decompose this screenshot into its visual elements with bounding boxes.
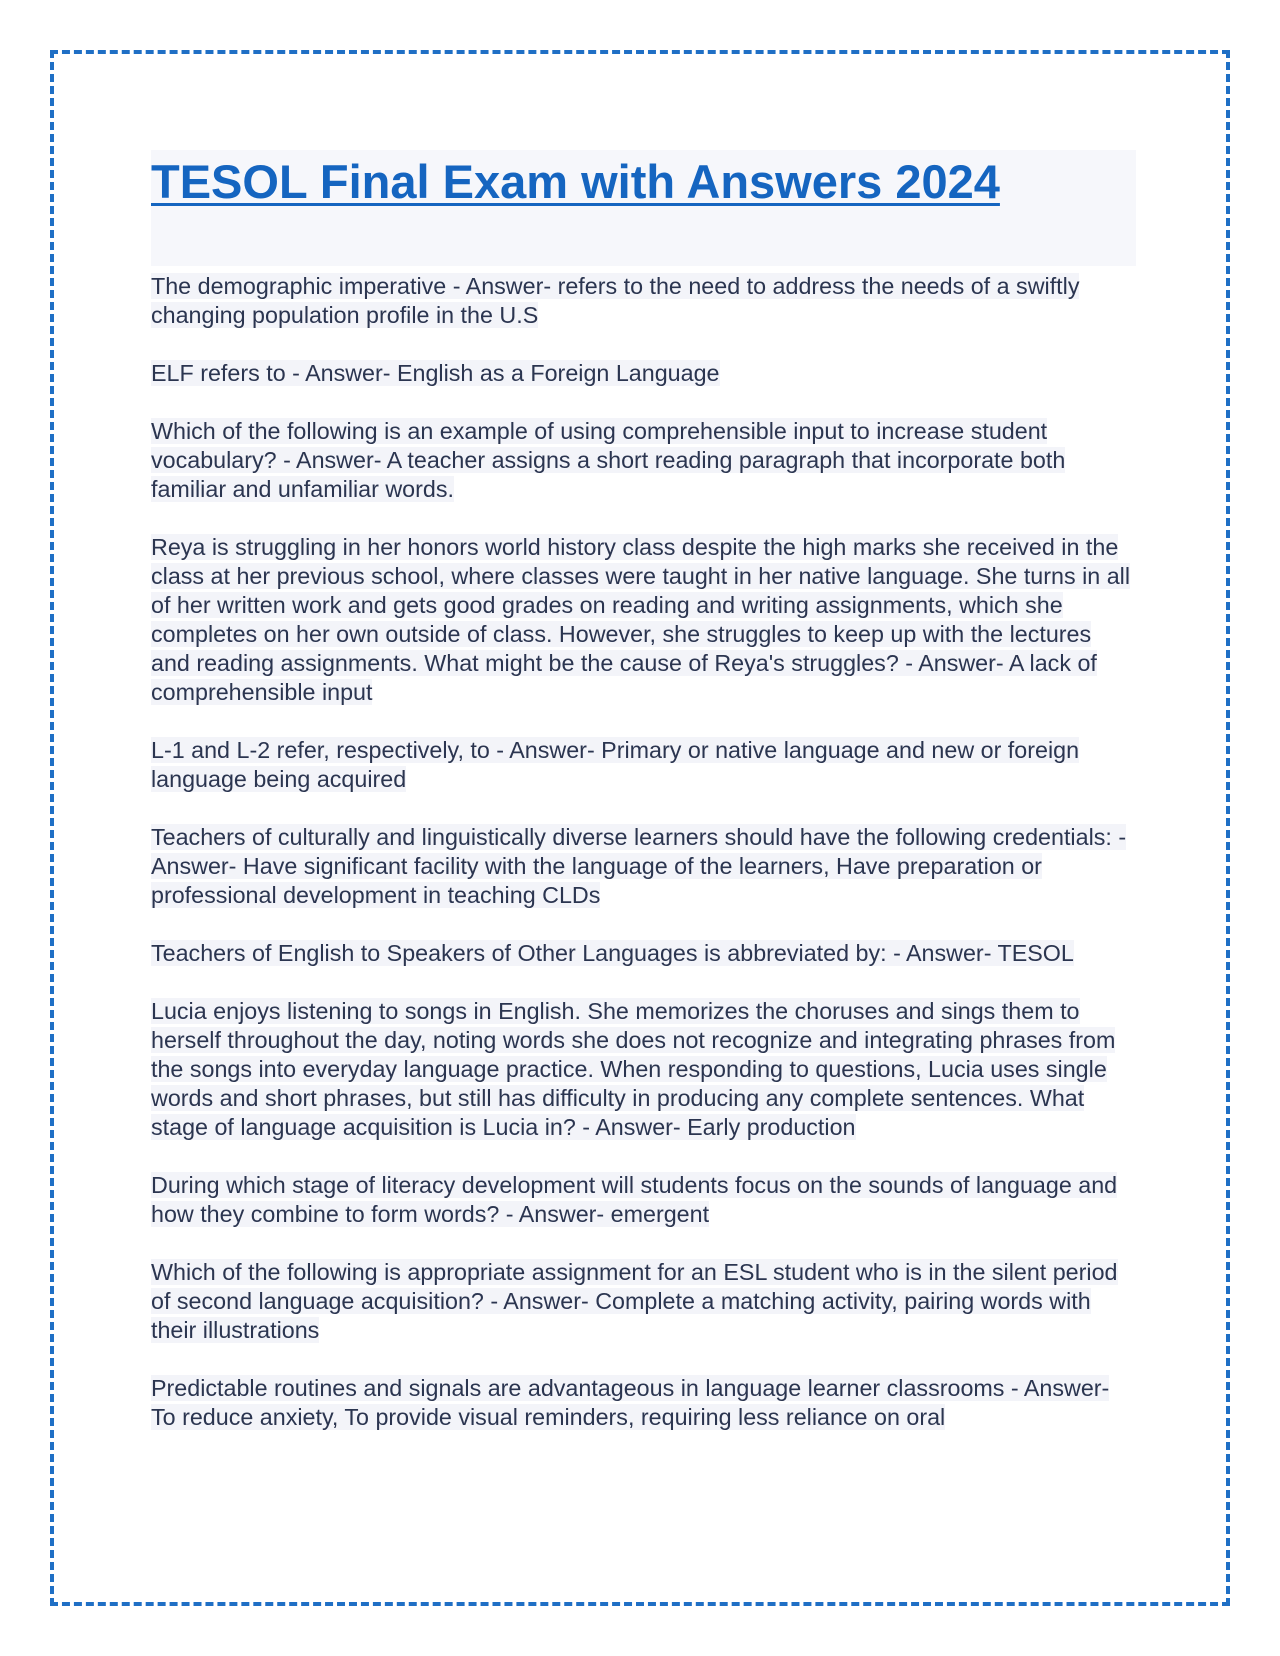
qa-list <box>151 272 1136 1432</box>
qa-item <box>151 1258 1136 1345</box>
qa-item-text: Teachers of culturally and linguistically diverse learners should have the following credentials: - Answer- Have significant facility with the language of the learners, Have preparation or professional development in teaching CLDs <box>151 824 1127 908</box>
qa-item <box>151 417 1136 504</box>
qa-item <box>151 272 1136 330</box>
title-block <box>151 150 1136 266</box>
qa-item-text: Predictable routines and signals are advantageous in language learner classrooms - Answer- To reduce anxiety, To provide visual reminders, requiring less reliance on oral <box>151 1375 1110 1430</box>
qa-item <box>151 736 1136 794</box>
qa-item-text: During which stage of literacy development will students focus on the sounds of language and how they combine to form words? - Answer- emergent <box>151 1172 1118 1227</box>
qa-item <box>151 997 1136 1142</box>
qa-item-text: Which of the following is an example of using comprehensible input to increase student vocabulary? - Answer- A teacher assigns a short reading paragraph that incorporate both familiar and unfamiliar words. <box>151 418 1066 502</box>
qa-item-text: Teachers of English to Speakers of Other Languages is abbreviated by: - Answer- TESOL <box>151 940 1074 966</box>
qa-item <box>151 1171 1136 1229</box>
qa-item-text: Lucia enjoys listening to songs in English. She memorizes the choruses and sings them to herself throughout the day, noting words she does not recognize and integrating phrases from the songs into everyday language practice. When responding to questions, Lucia uses single words and short phrases, but still has difficulty in producing any complete sentences. What stage of language acquisition is Lucia in? - Answer- Early production <box>151 998 1116 1140</box>
qa-item-text: L-1 and L-2 refer, respectively, to - Answer- Primary or native language and new or foreign language being acquired <box>151 737 1080 792</box>
qa-item <box>151 533 1136 707</box>
qa-item-text: Reya is struggling in her honors world history class despite the high marks she received in the class at her previous school, where classes were taught in her native language. She turns in all of her written work and gets good grades on reading and writing assignments, which she completes on her own outside of class. However, she struggles to keep up with the lectures and reading assignments. What might be the cause of Reya's struggles? - Answer- A lack of comprehensible input <box>151 534 1131 705</box>
qa-item-text: The demographic imperative - Answer- refers to the need to address the needs of a swiftly changing population profile in the U.S <box>151 273 1080 328</box>
qa-item <box>151 939 1136 968</box>
qa-item <box>151 1374 1136 1432</box>
qa-item-text: Which of the following is appropriate assignment for an ESL student who is in the silent period of second language acquisition? - Answer- Complete a matching activity, pairing words with their illustrations <box>151 1259 1118 1343</box>
qa-item-text: ELF refers to - Answer- English as a Foreign Language <box>151 360 720 386</box>
qa-item <box>151 823 1136 910</box>
qa-item <box>151 359 1136 388</box>
document-title: TESOL Final Exam with Answers 2024 <box>151 155 1000 208</box>
document-body <box>151 150 1136 1461</box>
